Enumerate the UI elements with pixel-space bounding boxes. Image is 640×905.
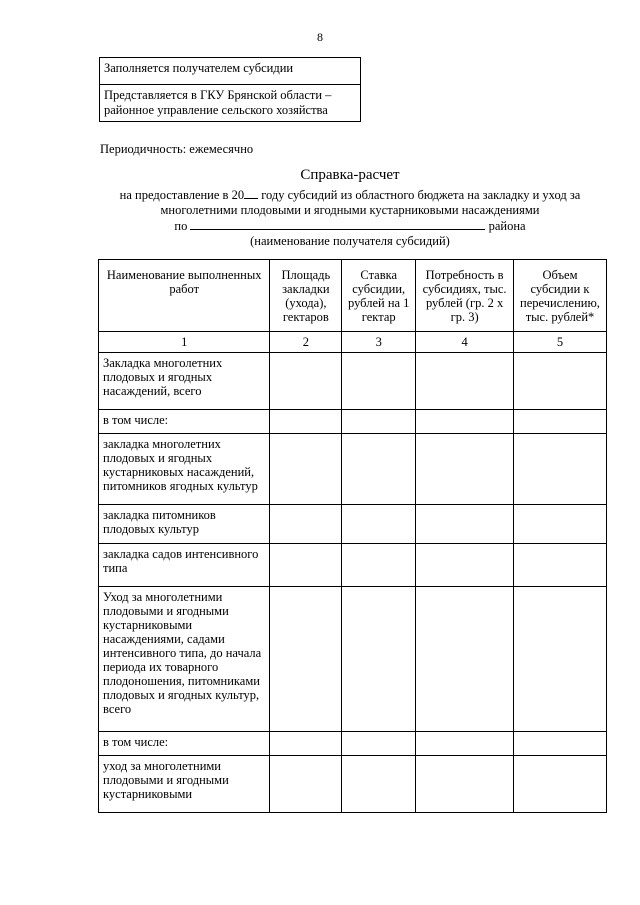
header-rate: Ставка субсидии, рублей на 1 гектар (342, 260, 416, 332)
header-transfer-volume: Объем субсидии к перечислению, тыс. рублей* (514, 260, 607, 332)
empty-cell[interactable] (342, 587, 416, 732)
empty-cell[interactable] (514, 756, 607, 813)
empty-cell[interactable] (342, 756, 416, 813)
empty-cell[interactable] (416, 434, 514, 505)
subtitle-po: по (174, 219, 188, 233)
empty-cell[interactable] (270, 410, 342, 434)
empty-cell[interactable] (270, 732, 342, 756)
empty-cell[interactable] (416, 353, 514, 410)
table-row (99, 587, 607, 732)
table-row (99, 505, 607, 544)
row-label: уход за многолетними плодовыми и ягодными кустарниковыми (99, 756, 270, 813)
table-row (99, 410, 607, 434)
submitted-to-label (100, 85, 361, 122)
empty-cell[interactable] (416, 587, 514, 732)
column-number: 5 (514, 332, 607, 353)
page-number: 8 (317, 30, 323, 44)
subtitle-line-3 (60, 218, 640, 234)
empty-cell[interactable] (342, 544, 416, 587)
filled-by-recipient-label: Заполняется получателем субсидии (100, 58, 361, 85)
empty-cell[interactable] (514, 353, 607, 410)
table-row (99, 353, 607, 410)
row-label: Уход за многолетними плодовыми и ягодными кустарниковыми насаждениями, садами интенсивного типа, до начала периода их товарного плодоношения, питомниками плодовых и ягодных культур, всего (99, 587, 270, 732)
empty-cell[interactable] (270, 353, 342, 410)
column-number: 2 (270, 332, 342, 353)
year-blank-field (244, 187, 258, 199)
table-row (99, 434, 607, 505)
recipient-name-blank-field (190, 218, 485, 230)
empty-cell[interactable] (342, 353, 416, 410)
subtitle-line-1 (60, 187, 640, 203)
recipient-name-caption: (наименование получателя субсидий) (250, 234, 450, 248)
empty-cell[interactable] (514, 732, 607, 756)
empty-cell[interactable] (416, 756, 514, 813)
empty-cell[interactable] (270, 434, 342, 505)
subtitle-line-1-rest: году субсидий из областного бюджета на закладку и уход за (261, 188, 581, 202)
subtitle-line-2: многолетними плодовыми и ягодными кустарниковыми насаждениями (160, 203, 540, 217)
table-row (99, 756, 607, 813)
submitted-to-line2: районное управление сельского хозяйства (104, 103, 328, 117)
empty-cell[interactable] (514, 410, 607, 434)
document-title: Справка-расчет (300, 167, 400, 183)
empty-cell[interactable] (342, 505, 416, 544)
subtitle-year-prefix: на предоставление в 20 (119, 188, 245, 202)
empty-cell[interactable] (416, 505, 514, 544)
empty-cell[interactable] (514, 505, 607, 544)
row-label: в том числе: (99, 732, 270, 756)
header-requirement: Потребность в субсидиях, тыс. рублей (гр. 2 х гр. 3) (416, 260, 514, 332)
document-subtitle (60, 187, 640, 249)
column-number: 1 (99, 332, 270, 353)
table-row (99, 544, 607, 587)
empty-cell[interactable] (342, 732, 416, 756)
empty-cell[interactable] (270, 756, 342, 813)
empty-cell[interactable] (270, 544, 342, 587)
empty-cell[interactable] (514, 544, 607, 587)
calculation-table (98, 259, 607, 813)
empty-cell[interactable] (514, 587, 607, 732)
empty-cell[interactable] (342, 434, 416, 505)
row-label: закладка питомников плодовых культур (99, 505, 270, 544)
column-number-row (99, 332, 607, 353)
row-label: закладка многолетних плодовых и ягодных кустарниковых насаждений, питомников ягодных культур (99, 434, 270, 505)
recipient-info-box (99, 57, 361, 122)
empty-cell[interactable] (270, 587, 342, 732)
row-label: закладка садов интенсивного типа (99, 544, 270, 587)
row-label: в том числе: (99, 410, 270, 434)
header-area: Площадь закладки (ухода), гектаров (270, 260, 342, 332)
header-work-name: Наименование выполненных работ (99, 260, 270, 332)
subtitle-district: района (488, 219, 526, 233)
submitted-to-line1: Представляется в ГКУ Брянской области – (104, 88, 332, 102)
column-number: 4 (416, 332, 514, 353)
empty-cell[interactable] (416, 732, 514, 756)
periodicity: Периодичность: ежемесячно (100, 142, 254, 156)
table-header-row (99, 260, 607, 332)
column-number: 3 (342, 332, 416, 353)
empty-cell[interactable] (416, 410, 514, 434)
table-row (99, 732, 607, 756)
empty-cell[interactable] (416, 544, 514, 587)
row-label: Закладка многолетних плодовых и ягодных насаждений, всего (99, 353, 270, 410)
empty-cell[interactable] (270, 505, 342, 544)
empty-cell[interactable] (342, 410, 416, 434)
empty-cell[interactable] (514, 434, 607, 505)
